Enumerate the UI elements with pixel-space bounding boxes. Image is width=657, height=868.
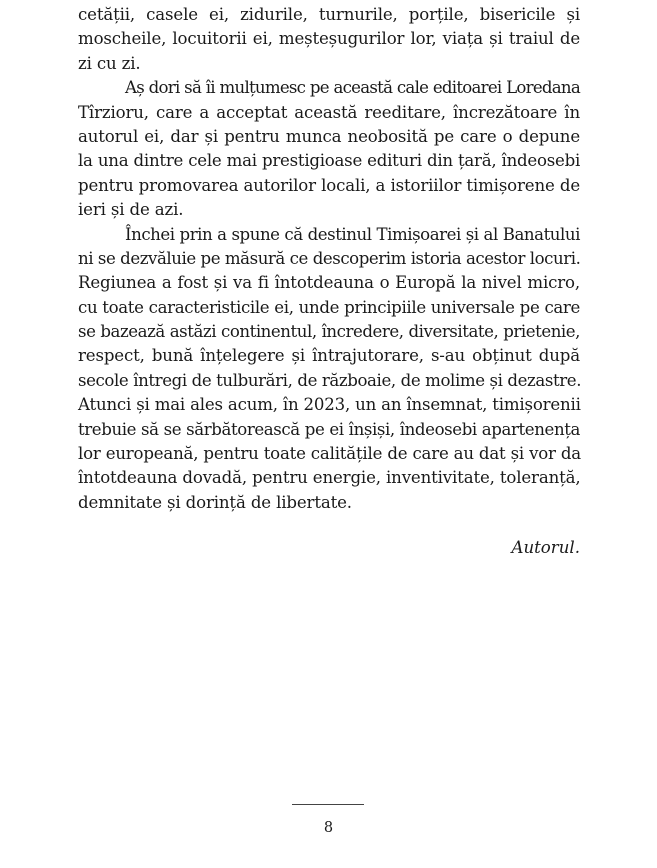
text-line: pentru promovarea autorilor locali, a istoriilor timișorene de xyxy=(78,175,580,195)
text-line: zi cu zi. xyxy=(78,53,141,73)
text-line: ieri și de azi. xyxy=(78,200,184,220)
text-line: demnitate și dorință de libertate. xyxy=(78,492,352,512)
text-line: cetății, casele ei, zidurile, turnurile, porțile, bisericile și xyxy=(78,5,580,24)
text-line: secole întregi de tulburări, de războaie, de molime și dezastre. xyxy=(78,370,582,390)
paragraph-continuation xyxy=(78,3,580,76)
text-line: respect, bună înțelegere și întrajutorare, s-au obținut după xyxy=(78,346,580,366)
page-number: 8 xyxy=(323,820,334,836)
text-line: cu toate caracteristicile ei, unde principiile universale pe care xyxy=(78,297,580,317)
text-line: Regiunea a fost și va fi întotdeauna o Europă la nivel micro, xyxy=(78,273,580,293)
footer-divider xyxy=(292,804,364,805)
author-signature: Autorul. xyxy=(511,538,580,557)
text-line: întotdeauna dovadă, pentru energie, inventivitate, toleranță, xyxy=(78,468,581,488)
paragraph-acknowledgement xyxy=(78,76,580,222)
text-line: se bazează astăzi continentul, încredere, diversitate, prietenie, xyxy=(78,322,580,342)
text-line: Tîrzioru, care a acceptat această reeditare, încrezătoare în xyxy=(78,102,580,122)
text-line: lor europeană, pentru toate calitățile de care au dat și vor da xyxy=(78,444,581,464)
text-line: Aș dori să îi mulțumesc pe această cale editoarei Loredana xyxy=(125,78,580,98)
text-line: trebuie să se sărbătorească pe ei înșiși, îndeosebi apartenența xyxy=(78,419,580,439)
paragraph-conclusion xyxy=(78,223,580,516)
text-line: autorul ei, dar și pentru munca neobosită pe care o depune xyxy=(78,126,580,146)
text-line: Atunci și mai ales acum, în 2023, un an însemnat, timișorenii xyxy=(78,395,581,415)
text-line: moscheile, locuitorii ei, meșteșugurilor lor, viața și traiul de xyxy=(78,29,580,49)
text-line: Închei prin a spune că destinul Timișoarei și al Banatului xyxy=(125,224,580,244)
text-line: la una dintre cele mai prestigioase edituri din țară, îndeosebi xyxy=(78,151,580,171)
page-body xyxy=(78,3,580,515)
text-line: ni se dezvăluie pe măsură ce descoperim istoria acestor locuri. xyxy=(78,248,581,268)
